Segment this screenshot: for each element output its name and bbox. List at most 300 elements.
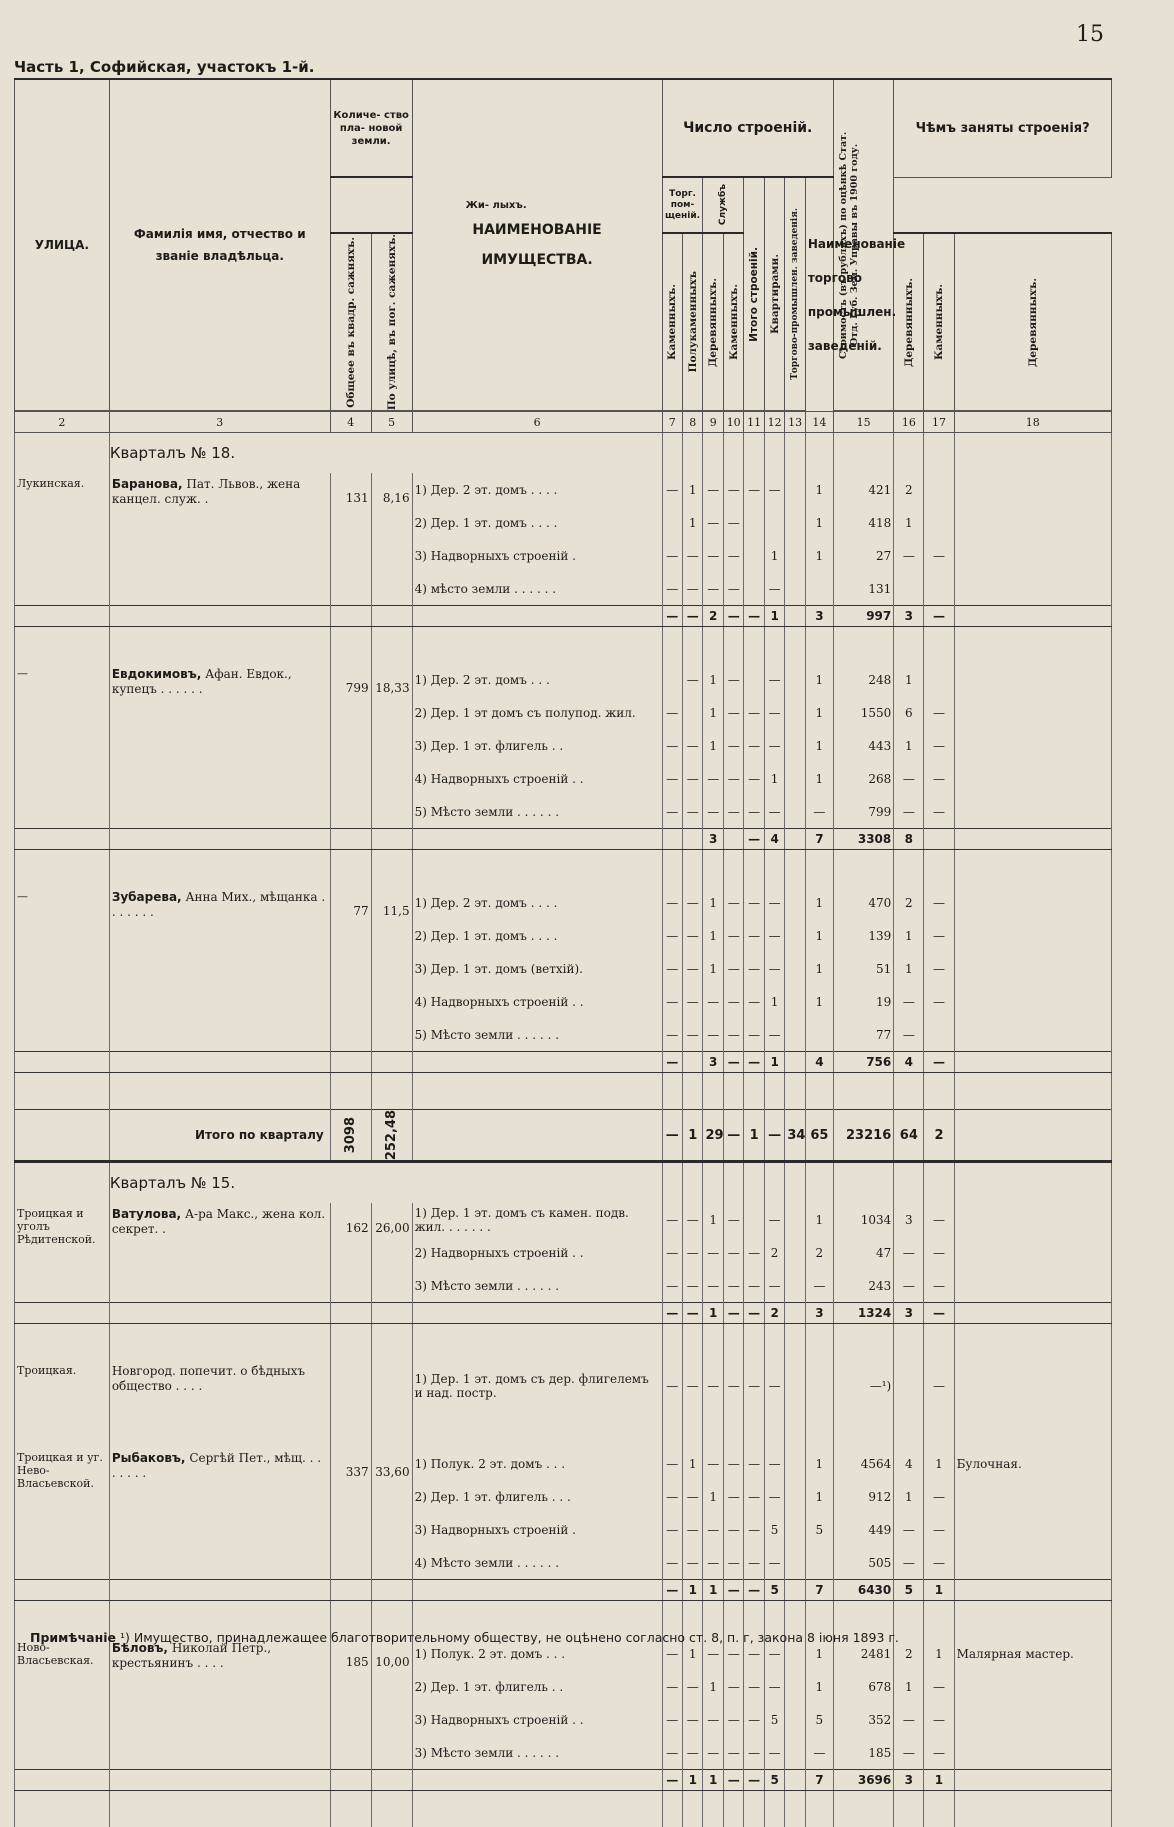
land-street: 26,00 — [371, 1203, 412, 1303]
property-name: 3) Надворныхъ строеній . . — [412, 1703, 662, 1736]
header-wooden3-text: Деревянныхъ. — [1026, 277, 1039, 367]
trade-count: — — [924, 886, 954, 919]
trade-name — [954, 985, 1111, 1018]
building-count: — — [683, 1546, 703, 1580]
building-count: — — [723, 952, 743, 985]
page-number: 15 — [1076, 22, 1104, 47]
building-count: — — [744, 1018, 764, 1052]
value-rubles: 248 — [833, 663, 893, 696]
apartments-count: 6 — [894, 696, 924, 729]
land-total: 337 — [330, 1447, 371, 1580]
land-street: 33,60 — [371, 1447, 412, 1580]
block-total-row — [15, 1110, 1112, 1162]
header-col-half-stone — [683, 233, 703, 411]
trade-count: — — [924, 1269, 954, 1303]
value-rubles: 418 — [833, 506, 893, 539]
total-buildings: 1 — [805, 985, 833, 1018]
building-count: — — [744, 1736, 764, 1770]
building-count: — — [764, 919, 784, 952]
sum-building-count: — — [744, 1303, 764, 1324]
building-count: 1 — [703, 919, 723, 952]
header-apartments — [764, 177, 784, 411]
total-buildings — [805, 1546, 833, 1580]
building-count: — — [744, 762, 764, 795]
sum-trade: 1 — [924, 1770, 954, 1791]
sum-building-count: 1 — [703, 1580, 723, 1601]
building-count-13 — [785, 1480, 805, 1513]
building-count: 1 — [764, 985, 784, 1018]
col-number: 8 — [683, 412, 703, 433]
owner-sum-row — [15, 1303, 1112, 1324]
owner-sum-row — [15, 829, 1112, 850]
building-count: — — [723, 663, 743, 696]
header-service-text: Службъ — [718, 184, 729, 226]
building-count: — — [744, 919, 764, 952]
property-name: 2) Дер. 1 эт. флигель . . — [412, 1670, 662, 1703]
sum-building-count: — — [723, 1580, 743, 1601]
apartments-count: — — [894, 762, 924, 795]
value-rubles: 47 — [833, 1236, 893, 1269]
sum-apartments: 5 — [894, 1580, 924, 1601]
trade-name — [954, 1703, 1111, 1736]
trade-name — [954, 1513, 1111, 1546]
spacer-row — [15, 1324, 1112, 1361]
apartments-count: 2 — [894, 473, 924, 506]
property-name: 1) Дер. 1 эт. домъ съ дер. флигелемъ и над. постр. — [412, 1360, 662, 1411]
sum-trade: — — [924, 1052, 954, 1073]
sum-building-count — [723, 829, 743, 850]
apartments-count: 4 — [894, 1447, 924, 1480]
owner-sum-row — [15, 1770, 1112, 1791]
header-total-buildings — [744, 177, 764, 411]
building-count: — — [703, 795, 723, 829]
building-count: — — [723, 696, 743, 729]
sum-trade — [924, 829, 954, 850]
building-count: — — [662, 1236, 682, 1269]
owner-surname: Рыбаковъ, — [111, 1451, 186, 1466]
building-count: 1 — [703, 663, 723, 696]
building-count: — — [744, 473, 764, 506]
building-count: — — [662, 1360, 682, 1411]
col-number: 17 — [924, 412, 954, 433]
owner-details: А-ра Макс., жена кол. секрет. . — [111, 1207, 326, 1237]
block-total-building-count: — — [723, 1110, 743, 1162]
property-name: 1) Дер. 2 эт. домъ . . . . — [412, 473, 662, 506]
header-value-text: Стоимость (въ рубляхъ) по оцѣнкѣ Стат. Отд. Губ. Зем. Управы въ 1900 году. — [837, 131, 860, 359]
building-count: — — [744, 1703, 764, 1736]
sum-value: 756 — [833, 1052, 893, 1073]
trade-count: — — [924, 1203, 954, 1236]
building-count: 1 — [764, 539, 784, 572]
trade-count: — — [924, 539, 954, 572]
building-count: — — [703, 762, 723, 795]
register-table-wrapper — [14, 78, 1112, 1827]
owner-surname: Зубарева, — [111, 890, 182, 905]
sum-building-count-13 — [785, 1052, 805, 1073]
building-count: — — [662, 539, 682, 572]
trade-count: — — [924, 1513, 954, 1546]
building-count: — — [662, 1637, 682, 1670]
building-count-13 — [785, 1269, 805, 1303]
building-count-13 — [785, 1703, 805, 1736]
sum-building-count: — — [683, 606, 703, 627]
property-name: 3) Мѣсто земли . . . . . . — [412, 1269, 662, 1303]
trade-count — [924, 572, 954, 606]
building-count: — — [744, 886, 764, 919]
trade-name — [954, 663, 1111, 696]
building-count: — — [764, 1670, 784, 1703]
building-count: — — [764, 663, 784, 696]
trade-name — [954, 1546, 1111, 1580]
building-count: — — [744, 1637, 764, 1670]
building-count: — — [703, 1546, 723, 1580]
col-number: 9 — [703, 412, 723, 433]
block-total-street-text: 252,48 — [384, 1110, 400, 1161]
building-count: 1 — [703, 696, 723, 729]
building-count: — — [723, 1513, 743, 1546]
sum-total-buildings: 3 — [805, 1303, 833, 1324]
property-name: 1) Полук. 2 эт. домъ . . . — [412, 1447, 662, 1480]
property-name: 3) Дер. 1 эт. домъ (ветхій). — [412, 952, 662, 985]
apartments-count: — — [894, 539, 924, 572]
property-name: 2) Дер. 1 эт. домъ . . . . — [412, 506, 662, 539]
header-col-wooden3 — [954, 233, 1111, 411]
building-count-13 — [785, 506, 805, 539]
block-title-row — [15, 1162, 1112, 1204]
trade-name — [954, 1236, 1111, 1269]
trade-count: — — [924, 1480, 954, 1513]
building-count-13 — [785, 1236, 805, 1269]
header-stone2-text: Каменныхъ. — [727, 284, 740, 361]
building-count — [683, 696, 703, 729]
value-rubles: 505 — [833, 1546, 893, 1580]
header-col-stone — [662, 233, 682, 411]
trade-count — [924, 473, 954, 506]
trade-count: — — [924, 1670, 954, 1703]
col-number: 10 — [723, 412, 743, 433]
building-count: 1 — [683, 1447, 703, 1480]
sum-building-count — [683, 1052, 703, 1073]
total-buildings: 2 — [805, 1236, 833, 1269]
building-count: — — [703, 1513, 723, 1546]
col-number: 16 — [894, 412, 924, 433]
col-number: 18 — [954, 412, 1111, 433]
property-row — [15, 663, 1112, 696]
owner-cell — [109, 473, 330, 606]
sum-building-count-13 — [785, 829, 805, 850]
trade-name — [954, 729, 1111, 762]
land-street: 11,5 — [371, 886, 412, 1052]
value-rubles: 185 — [833, 1736, 893, 1770]
total-buildings: 1 — [805, 952, 833, 985]
building-count: — — [723, 729, 743, 762]
block-total-buildings: 65 — [805, 1110, 833, 1162]
building-count: — — [662, 1703, 682, 1736]
sum-building-count: 3 — [703, 829, 723, 850]
building-count: — — [764, 1736, 784, 1770]
sum-trade: 1 — [924, 1580, 954, 1601]
building-count — [744, 1203, 764, 1236]
value-rubles: 470 — [833, 886, 893, 919]
street-name: — — [15, 663, 110, 829]
trade-name — [954, 919, 1111, 952]
value-rubles: 131 — [833, 572, 893, 606]
owner-surname: Ватулова, — [111, 1207, 182, 1222]
sum-building-count: — — [662, 1052, 682, 1073]
land-total: 185 — [330, 1637, 371, 1770]
header-stone-text: Каменныхъ. — [666, 284, 679, 361]
building-count: — — [683, 985, 703, 1018]
owner-surname: Бѣловъ, — [111, 1641, 168, 1656]
building-count: — — [764, 1447, 784, 1480]
value-rubles: 912 — [833, 1480, 893, 1513]
header-trade-est — [785, 177, 805, 411]
header-residential: Жи- лыхъ. — [330, 177, 662, 233]
building-count: — — [683, 1513, 703, 1546]
value-rubles: 421 — [833, 473, 893, 506]
trade-count: — — [924, 1736, 954, 1770]
owner-details: Новгород. попечит. о бѣдныхъ общество . . . . — [111, 1364, 306, 1394]
sum-building-count: — — [723, 1303, 743, 1324]
value-rubles: 352 — [833, 1703, 893, 1736]
owner-sum-row — [15, 1580, 1112, 1601]
building-count: — — [662, 886, 682, 919]
trade-count: — — [924, 952, 954, 985]
property-name: 5) Мѣсто земли . . . . . . — [412, 795, 662, 829]
building-count: — — [723, 1637, 743, 1670]
col-number: 2 — [15, 412, 110, 433]
owner-details: Николай Петр., крестьянинъ . . . . — [111, 1641, 272, 1671]
trade-name — [954, 886, 1111, 919]
building-count: — — [683, 1703, 703, 1736]
building-count: — — [764, 1269, 784, 1303]
sum-total-buildings: 7 — [805, 1580, 833, 1601]
sum-building-count-13 — [785, 1303, 805, 1324]
street-name: Ново-Власьевская. — [15, 1637, 110, 1770]
owner-sum-row — [15, 606, 1112, 627]
sum-trade: — — [924, 1303, 954, 1324]
apartments-count: 1 — [894, 1670, 924, 1703]
header-land-total-text: Общеее въ квадр. сажняхъ. — [344, 236, 357, 408]
building-count: — — [662, 1269, 682, 1303]
header-trade-names: Наименованіе торгово промышлен. заведеній. — [805, 177, 833, 412]
sum-value: 1324 — [833, 1303, 893, 1324]
apartments-count: 1 — [894, 1480, 924, 1513]
building-count: — — [744, 985, 764, 1018]
building-count: — — [683, 795, 703, 829]
trade-count — [924, 506, 954, 539]
trade-name: Малярная мастер. — [954, 1637, 1111, 1670]
building-count: — — [683, 663, 703, 696]
sum-building-count: — — [723, 606, 743, 627]
header-land-amount: Количе- ство пла- новой земли. — [330, 79, 412, 177]
building-count: — — [744, 1360, 764, 1411]
building-count-13 — [785, 1203, 805, 1236]
building-count: — — [683, 1269, 703, 1303]
trade-count: — — [924, 985, 954, 1018]
trade-count: — — [924, 696, 954, 729]
sum-apartments: 8 — [894, 829, 924, 850]
apartments-count: 1 — [894, 506, 924, 539]
owner-surname: Баранова, — [111, 477, 183, 492]
sum-value: 6430 — [833, 1580, 893, 1601]
building-count: — — [662, 1670, 682, 1703]
building-count: — — [723, 762, 743, 795]
trade-name — [954, 506, 1111, 539]
building-count: 1 — [703, 1670, 723, 1703]
sum-building-count: 2 — [764, 1303, 784, 1324]
building-count: 5 — [764, 1703, 784, 1736]
sum-building-count: 2 — [703, 606, 723, 627]
apartments-count: — — [894, 1018, 924, 1052]
apartments-count: 3 — [894, 1203, 924, 1236]
value-rubles: 1550 — [833, 696, 893, 729]
building-count: — — [683, 1018, 703, 1052]
sum-building-count: 3 — [703, 1052, 723, 1073]
owner-cell — [109, 886, 330, 1052]
apartments-count: 1 — [894, 919, 924, 952]
property-row — [15, 1360, 1112, 1411]
block-total-street — [371, 1110, 412, 1162]
building-count: — — [662, 1203, 682, 1236]
building-count: 5 — [764, 1513, 784, 1546]
property-name: 2) Надворныхъ строеній . . — [412, 1236, 662, 1269]
sum-building-count-13 — [785, 1580, 805, 1601]
building-count: 1 — [703, 886, 723, 919]
property-name: 3) Надворныхъ строеній . — [412, 1513, 662, 1546]
building-count-13 — [785, 1670, 805, 1703]
building-count: — — [723, 1736, 743, 1770]
sum-building-count: — — [662, 1770, 682, 1791]
value-rubles: 449 — [833, 1513, 893, 1546]
col-number: 11 — [744, 412, 764, 433]
block-total-building-count: 29 — [703, 1110, 723, 1162]
sum-total-buildings: 3 — [805, 606, 833, 627]
building-count: — — [683, 886, 703, 919]
owner-details: Сергѣй Пет., мѣщ. . . . . . . . — [111, 1451, 322, 1481]
sum-value: 3308 — [833, 829, 893, 850]
col-number: 13 — [785, 412, 805, 433]
building-count: — — [703, 1637, 723, 1670]
building-count: — — [683, 1670, 703, 1703]
total-buildings: 1 — [805, 729, 833, 762]
building-count: — — [703, 1018, 723, 1052]
trade-name — [954, 1480, 1111, 1513]
building-count: — — [744, 696, 764, 729]
property-name: 4) мѣсто земли . . . . . . — [412, 572, 662, 606]
footnote-text: ¹) Имущество, принадлежащее благотворительному обществу, не оцѣнено согласно ст. 8, п. г, закона 8 іюня 1893 г. — [119, 1630, 899, 1645]
block-title: Кварталъ № 15. — [109, 1162, 662, 1204]
total-buildings: 1 — [805, 506, 833, 539]
building-count-13 — [785, 539, 805, 572]
block-total-building-count: 1 — [683, 1110, 703, 1162]
trade-count: — — [924, 795, 954, 829]
building-count: 1 — [683, 506, 703, 539]
building-count: — — [723, 1018, 743, 1052]
land-street — [371, 1360, 412, 1411]
total-buildings: — — [805, 1269, 833, 1303]
sum-total-buildings: 4 — [805, 1052, 833, 1073]
owner-cell — [109, 1447, 330, 1580]
building-count: — — [764, 795, 784, 829]
building-count: — — [723, 886, 743, 919]
owner-cell — [109, 1203, 330, 1303]
spacer-row — [15, 850, 1112, 887]
block-title: Кварталъ № 18. — [109, 433, 662, 474]
land-total: 131 — [330, 473, 371, 606]
building-count: — — [683, 1236, 703, 1269]
sum-building-count: — — [744, 1052, 764, 1073]
building-count: — — [662, 572, 682, 606]
trade-count — [924, 1018, 954, 1052]
register-table — [14, 78, 1112, 1827]
building-count: — — [662, 1447, 682, 1480]
building-count: — — [764, 1546, 784, 1580]
property-name: 4) Надворныхъ строеній . . — [412, 762, 662, 795]
building-count: — — [703, 1360, 723, 1411]
table-header — [15, 79, 1112, 433]
block-total-land-text: 3098 — [343, 1117, 359, 1154]
property-name: 2) Дер. 1 эт. флигель . . . — [412, 1480, 662, 1513]
building-count-13 — [785, 729, 805, 762]
building-count: — — [683, 539, 703, 572]
header-trade-est-text: Торгово-промышлен. заведенія. — [790, 208, 801, 381]
value-rubles: 77 — [833, 1018, 893, 1052]
apartments-count: — — [894, 1513, 924, 1546]
building-count: — — [703, 985, 723, 1018]
building-count: — — [764, 1637, 784, 1670]
value-rubles: 2481 — [833, 1637, 893, 1670]
building-count — [662, 663, 682, 696]
trade-count: — — [924, 1703, 954, 1736]
apartments-count: — — [894, 1236, 924, 1269]
col-number: 4 — [330, 412, 371, 433]
building-count: — — [662, 473, 682, 506]
total-buildings — [805, 572, 833, 606]
total-buildings: 1 — [805, 1447, 833, 1480]
trade-name — [954, 1670, 1111, 1703]
building-count: — — [683, 762, 703, 795]
value-rubles: 443 — [833, 729, 893, 762]
building-count: — — [744, 952, 764, 985]
col-number: 14 — [805, 412, 833, 433]
sum-building-count-13 — [785, 1770, 805, 1791]
building-count: — — [662, 762, 682, 795]
building-count: 1 — [703, 729, 723, 762]
building-count: — — [744, 729, 764, 762]
header-occupied: Чѣмъ заняты строенія? — [894, 79, 1112, 177]
apartments-count: 2 — [894, 886, 924, 919]
sum-building-count: 4 — [764, 829, 784, 850]
building-count: — — [683, 572, 703, 606]
total-buildings: — — [805, 1736, 833, 1770]
building-count: — — [744, 1447, 764, 1480]
value-rubles: 139 — [833, 919, 893, 952]
total-buildings: 5 — [805, 1513, 833, 1546]
property-name: 3) Дер. 1 эт. флигель . . — [412, 729, 662, 762]
owner-surname: Евдокимовъ, — [111, 667, 202, 682]
total-buildings: 1 — [805, 886, 833, 919]
building-count: — — [723, 1360, 743, 1411]
apartments-count: — — [894, 985, 924, 1018]
total-buildings: 1 — [805, 539, 833, 572]
building-count: — — [764, 473, 784, 506]
building-count-13 — [785, 1447, 805, 1480]
building-count-13 — [785, 795, 805, 829]
header-street: УЛИЦА. — [15, 79, 110, 411]
value-rubles: 27 — [833, 539, 893, 572]
property-name: 2) Дер. 1 эт. домъ . . . . — [412, 919, 662, 952]
